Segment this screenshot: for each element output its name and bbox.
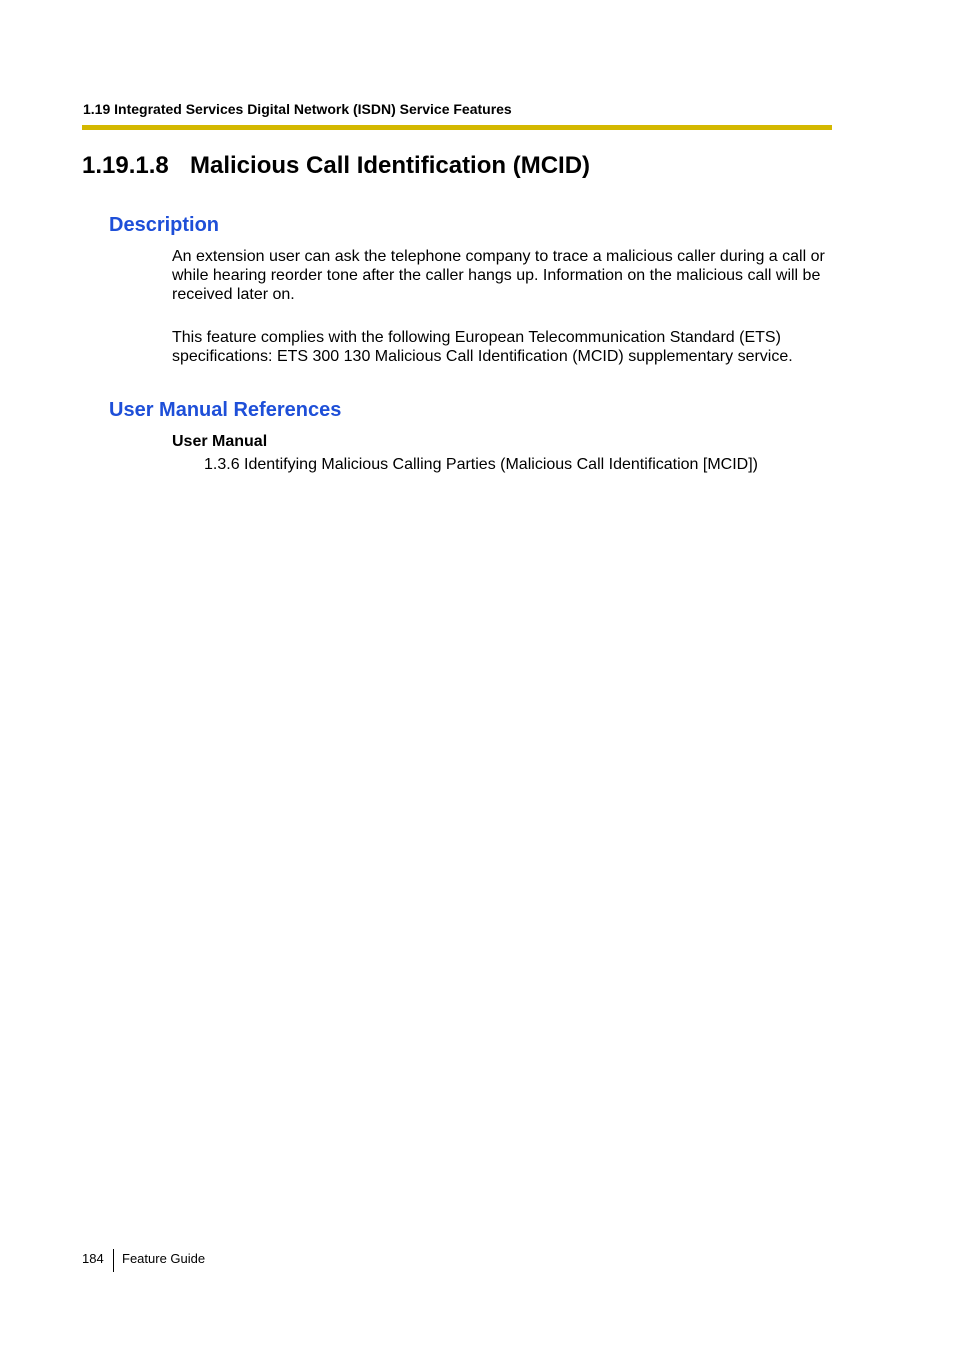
- footer-doc-title: Feature Guide: [122, 1251, 206, 1266]
- running-header: 1.19 Integrated Services Digital Network (ISDN) Service Features: [83, 101, 512, 117]
- section-title: [82, 150, 590, 182]
- section-number: 1.19.1.8: [82, 152, 169, 179]
- user-manual-reference: 1.3.6 Identifying Malicious Calling Parties (Malicious Call Identification [MCID]): [204, 456, 758, 473]
- references-heading: User Manual References: [109, 399, 342, 421]
- header-rule: [82, 125, 832, 130]
- description-heading: Description: [109, 214, 220, 236]
- description-paragraph-2: This feature complies with the following European Telecommunication Standard (ETS) specifications: ETS 300 130 Malicious Call Identification (MCID) supplementary service.: [172, 329, 793, 365]
- description-paragraph-1: An extension user can ask the telephone company to trace a malicious caller during a call or while hearing reorder tone after the caller hangs up. Information on the malicious call will be received later on.: [172, 248, 825, 303]
- footer-divider: [113, 1249, 114, 1272]
- user-manual-label: User Manual: [172, 433, 268, 450]
- page-number: 184: [82, 1251, 104, 1266]
- section-title-text: Malicious Call Identification (MCID): [190, 152, 591, 179]
